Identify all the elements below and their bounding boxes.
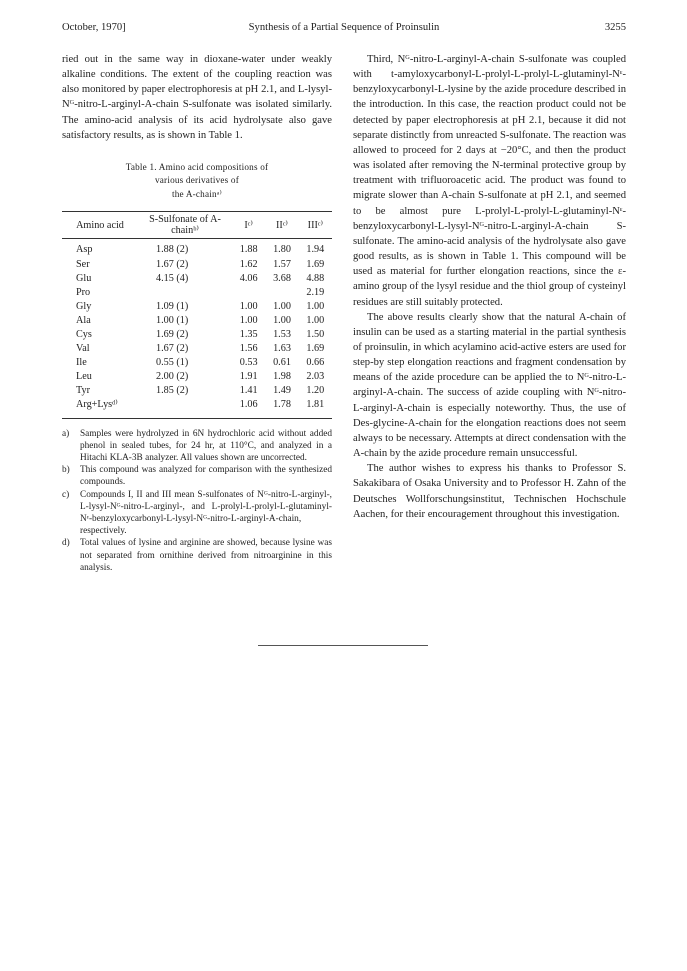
- table-cell: 4.88: [306, 272, 325, 284]
- footnote: [62, 464, 332, 488]
- footnote-key: b): [62, 465, 70, 476]
- table-row: [62, 286, 332, 300]
- table-cell: 1.67 (2): [156, 343, 189, 355]
- amino-acid-name: Ile: [76, 357, 87, 369]
- amino-acid-name: Val: [76, 343, 90, 355]
- table-cell: 2.03: [306, 371, 325, 383]
- table-cell: 1.00: [306, 300, 325, 312]
- table-cell: 1.88 (2): [156, 244, 189, 256]
- table-row: [62, 314, 332, 328]
- amino-acid-name: Leu: [76, 371, 92, 383]
- table-cell: 1.69: [306, 343, 325, 355]
- col-header-i: Iᶜ⁾: [244, 219, 253, 231]
- col-header-iii: IIIᶜ⁾: [307, 219, 323, 231]
- footnote: [62, 489, 332, 538]
- table-caption-line: Table 1. Amino acid compositions of: [125, 161, 269, 172]
- body-paragraph: Third, Nᴳ-nitro-L-arginyl-A-chain S-sulfonate was coupled with t-amyloxycarbonyl-L-prolyl-L-prolyl-L-glutaminyl-Nᵋ-benzyloxycarbonyl-L-lysine by the azide procedure described in the introduction. In this case, the reaction product could not be detected by paper electrophoresis at pH 2.1, because it did not separate distinctly from unreacted S-sulfonate. The reaction was allowed to proceed for 2 days at −20°C, and then the product was isolated after removing the N-terminal protective group by treatment with trifluoroacetic acid. The product was found to migrate slower than A-chain S-sulfonate at pH 2.1, and seemed to be almost pure L-prolyl-L-prolyl-L-glutaminyl-Nᵋ-benzyloxycarbonyl-L-lysyl-Nᴳ-nitro-L-arginyl-A-chain S-sulfonate. The amino-acid analysis of the hydrolysate also gave good results, as is shown in Table 1. This compound will be used as material for further elongation reactions, since the ε-amino group of the lysyl residue and the thiol group of cysteinyl residues are still suitably protected.: [353, 54, 626, 308]
- table-row: [62, 239, 332, 258]
- table-row: [62, 356, 332, 370]
- page-header: [62, 22, 626, 36]
- body-paragraph: The above results clearly show that the natural A-chain of insulin can be used as a starting material in the partial synthesis of proinsulin, in which acylamino acid-active esters are used for step-by step elongation reactions and fragment condensation by means of the azide procedure can be applied the to Nᴳ-nitro-L-arginyl-A-chain. The success of azide coupling with Nᴳ-nitro-L-arginyl-A-chain is especially noteworthy. Thus, the use of Des-glycine-A-chain for the elongation reactions does not seem always to be necessary. Attempts at direct condensation with the A-chain by the azide procedure remain unsuccessful.: [353, 311, 626, 460]
- table-cell: [232, 286, 265, 300]
- table-cell: 1.63: [273, 343, 291, 355]
- table-row: [62, 258, 332, 272]
- table-cell: 2.00 (2): [156, 371, 189, 383]
- table-cell: 0.61: [273, 357, 291, 369]
- table-cell: 1.35: [239, 329, 258, 340]
- right-column: [353, 52, 626, 522]
- footnote-text: This compound was analyzed for comparison with the synthesized compounds.: [80, 465, 332, 488]
- table-cell: 1.78: [273, 399, 291, 411]
- left-column: [62, 52, 332, 574]
- table-cell: 1.80: [273, 244, 291, 256]
- footnote-text: Compounds I, II and III mean S-sulfonates of Nᴳ-nitro-L-arginyl-, L-lysyl-Nᴳ-nitro-L-arginyl-, and L-prolyl-L-prolyl-L-glutaminyl-Nᵋ-benzyloxycarbonyl-L-lysyl-Nᴳ-nitro-L-arginyl-A-chain, respectively.: [80, 489, 332, 537]
- table-cell: [138, 398, 232, 418]
- table-cell: 2.19: [306, 286, 325, 298]
- table-cell: 1.00: [239, 300, 258, 312]
- footnote-text: Total values of lysine and arginine are showed, because lysine was not separated from ornithine derived from nitroarginine in this analysis.: [80, 538, 332, 573]
- amino-acid-name: Asp: [76, 244, 93, 256]
- table-cell: 1.98: [273, 371, 291, 383]
- amino-acid-name: Cys: [76, 329, 92, 340]
- table-cell: 1.00: [239, 314, 258, 326]
- table-cell: 0.53: [239, 357, 258, 369]
- table-cell: 1.67 (2): [156, 258, 189, 270]
- table-cell: 1.00: [273, 300, 291, 312]
- end-rule: [258, 645, 428, 646]
- table-cell: 1.56: [239, 343, 258, 355]
- table-cell: 1.85 (2): [156, 385, 189, 397]
- table-cell: 1.06: [239, 399, 258, 411]
- table-cell: 1.00 (1): [156, 314, 189, 326]
- table-cell: 1.69 (2): [156, 329, 189, 340]
- table-cell: 1.00: [306, 314, 325, 326]
- table-cell: 1.91: [239, 371, 258, 383]
- table-row: [62, 300, 332, 314]
- footnote-key: a): [62, 428, 70, 439]
- table-cell: 1.57: [273, 258, 291, 270]
- footnote-key: c): [62, 489, 70, 500]
- table-row: [62, 398, 332, 418]
- amino-acid-name: Gly: [76, 300, 92, 312]
- table-cell: 1.20: [306, 385, 325, 397]
- amino-acid-name: Ala: [76, 314, 91, 326]
- footnote-key: d): [62, 538, 70, 549]
- table-row: [62, 370, 332, 384]
- table-cell: 1.88: [239, 244, 258, 256]
- table-cell: 1.81: [306, 399, 325, 411]
- table-cell: [265, 286, 298, 300]
- col-header-s-sulfonate: S-Sulfonate of A-chainᵇ⁾: [149, 214, 221, 237]
- table-cell: 1.00: [273, 314, 291, 326]
- table-cell: 0.66: [306, 357, 325, 369]
- table-caption-line: various derivatives of: [154, 175, 239, 186]
- footnote-text: Samples were hydrolyzed in 6N hydrochloric acid without added phenol in sealed tubes, for 24 hr, at 110°C, and analyzed in a Hitachi KLA-3B analyzer. All values shown are uncorrected.: [80, 428, 332, 463]
- amino-acid-table: [62, 211, 332, 418]
- footnote: [62, 537, 332, 574]
- table-row: [62, 384, 332, 398]
- table-footnotes: [62, 428, 332, 574]
- amino-acid-name: Glu: [76, 272, 92, 284]
- table-row: [62, 342, 332, 356]
- acknowledgement: The author wishes to express his thanks to Professor S. Sakakibara of Osaka University and to Professor H. Zahn of the Deutsches Wollforschungsinstitut, Technischen Hochschule Aachen, for their encouragement throughout this investigation.: [353, 463, 626, 520]
- journal-date: October, 1970]: [62, 22, 126, 33]
- table-cell: 1.62: [239, 258, 258, 270]
- table-cell: 1.50: [306, 329, 325, 340]
- body-paragraph: ried out in the same way in dioxane-water under weakly alkaline conditions. The extent of the coupling reaction was also monitored by paper electrophoresis at pH 2.1, and L-lysyl-Nᴳ-nitro-L-arginyl-A-chain S-sulfonate was isolated similarly. The amino-acid analysis of its acid hydrolysate also gave satisfactory results, as is shown in Table 1.: [62, 54, 332, 141]
- table-cell: 1.53: [273, 329, 291, 340]
- table-cell: 1.49: [273, 385, 291, 397]
- col-header-amino-acid: Amino acid: [76, 219, 124, 231]
- amino-acid-name: Tyr: [76, 385, 90, 397]
- table-cell: [138, 286, 232, 300]
- table-cell: 4.06: [239, 272, 258, 284]
- table-cell: 1.41: [239, 385, 258, 397]
- table-row: [62, 328, 332, 342]
- table-cell: 0.55 (1): [156, 357, 189, 369]
- amino-acid-name: Pro: [76, 286, 91, 298]
- footnote: [62, 428, 332, 465]
- table-cell: 1.69: [306, 258, 325, 270]
- amino-acid-name: Arg+Lysᵈ⁾: [76, 399, 118, 411]
- table-header-row: [62, 212, 332, 239]
- table-row: [62, 272, 332, 286]
- col-header-ii: IIᶜ⁾: [276, 219, 288, 231]
- table-body: [62, 239, 332, 418]
- table-cell: 4.15 (4): [156, 272, 189, 284]
- page-number: 3255: [604, 22, 626, 33]
- table-caption-line: the A-chainᵃ⁾: [172, 188, 222, 199]
- table-caption: [62, 161, 332, 202]
- table-cell: 1.09 (1): [156, 300, 189, 312]
- table-cell: 1.94: [306, 244, 325, 256]
- amino-acid-name: Ser: [76, 258, 90, 270]
- table-cell: 3.68: [273, 272, 291, 284]
- running-title: Synthesis of a Partial Sequence of Proinsulin: [248, 22, 440, 33]
